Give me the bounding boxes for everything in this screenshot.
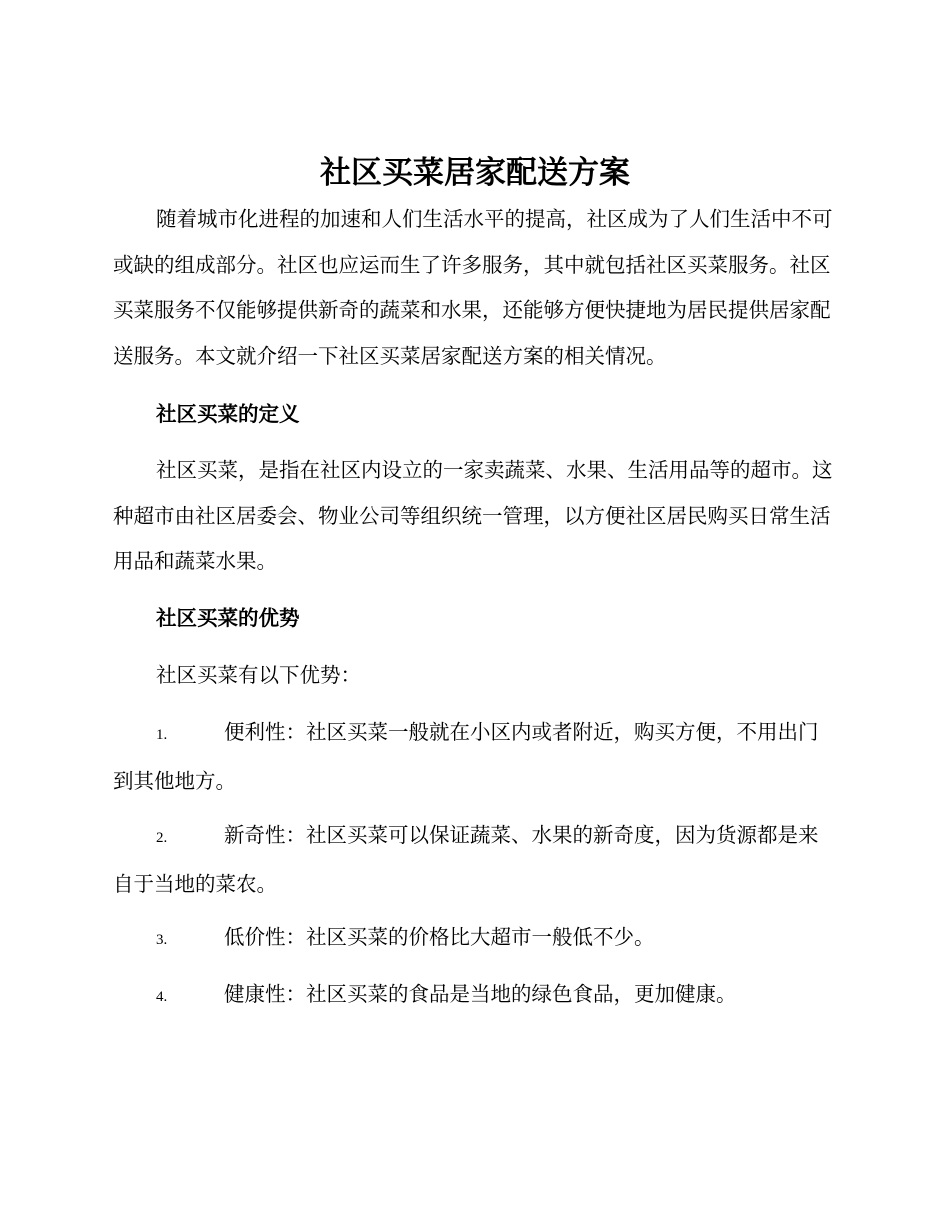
list-text: 便利性：社区买菜一般就在小区内或者附近，购买方便，不用出门到其他地方。 bbox=[113, 720, 819, 793]
document-title: 社区买菜居家配送方案 bbox=[320, 155, 630, 191]
list-number: 4. bbox=[156, 989, 168, 1005]
intro-paragraph: 随着城市化进程的加速和人们生活水平的提高，社区成为了人们生活中不可或缺的组成部分。社区也应运而生了许多服务，其中就包括社区买菜服务。社区买菜服务不仅能够提供新奇的蔬菜和水果，还能够方便快捷地为居民提供居家配送服务。本文就介绍一下社区买菜居家配送方案的相关情况。 bbox=[113, 207, 833, 368]
list-item bbox=[113, 710, 835, 804]
list-item bbox=[113, 972, 835, 1021]
list-item bbox=[113, 915, 835, 964]
advantages-lead: 社区买菜有以下优势： bbox=[156, 663, 361, 687]
list-text: 健康性：社区买菜的食品是当地的绿色食品，更加健康。 bbox=[224, 982, 737, 1006]
list-text: 新奇性：社区买菜可以保证蔬菜、水果的新奇度，因为货源都是来自于当地的菜农。 bbox=[113, 823, 819, 896]
definition-paragraph: 社区买菜，是指在社区内设立的一家卖蔬菜、水果、生活用品等的超市。这种超市由社区居委会、物业公司等组织统一管理，以方便社区居民购买日常生活用品和蔬菜水果。 bbox=[113, 458, 833, 573]
section-heading-definition: 社区买菜的定义 bbox=[156, 402, 300, 426]
list-number: 3. bbox=[156, 932, 168, 948]
section-heading-advantages: 社区买菜的优势 bbox=[156, 606, 300, 630]
list-number: 1. bbox=[156, 727, 168, 743]
list-number: 2. bbox=[156, 830, 168, 846]
list-text: 低价性：社区买菜的价格比大超市一般低不少。 bbox=[224, 925, 655, 949]
list-item bbox=[113, 813, 835, 907]
